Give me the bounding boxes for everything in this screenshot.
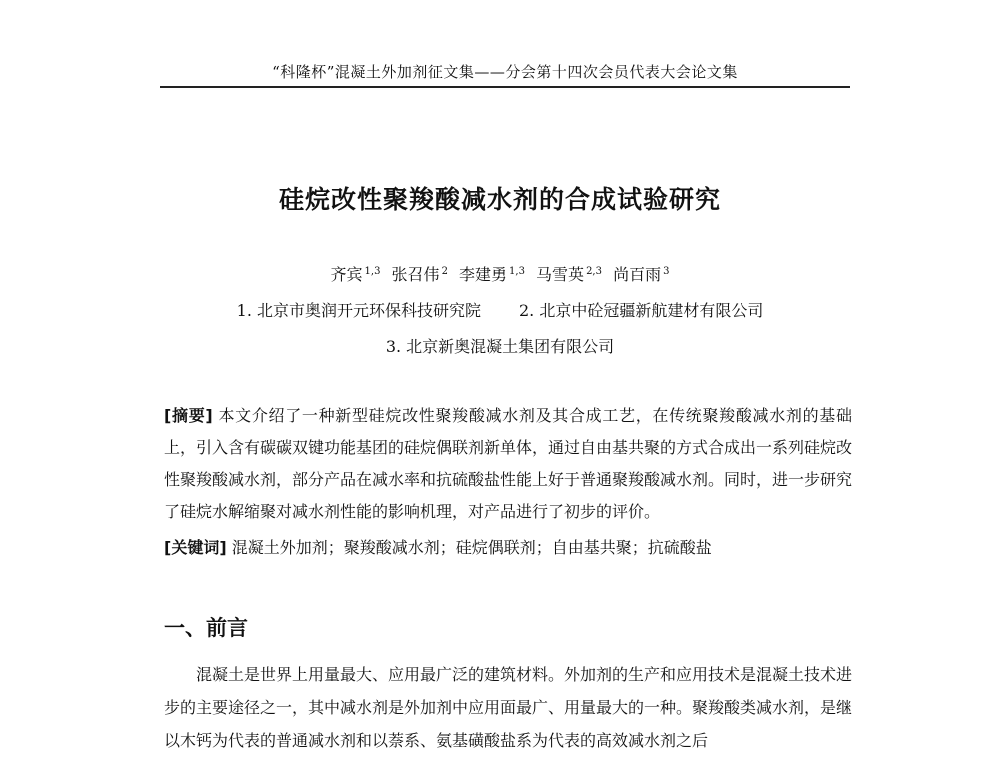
affiliation-3: 3. 北京新奥混凝土集团有限公司 — [385, 337, 615, 356]
author-5: 尚百雨 $^3$ — [613, 265, 670, 284]
author-list — [0, 262, 1000, 285]
author-2: 张召伟 $^2$ — [391, 265, 448, 284]
author-3: 李建勇 $^{1,3}$ — [459, 265, 525, 284]
author-4: 马雪英 $^{2,3}$ — [536, 265, 602, 284]
affiliation-2: 2. 北京中砼冠疆新航建材有限公司 — [519, 301, 764, 320]
section-paragraph: 混凝土是世界上用量最大、应用最广泛的建筑材料。外加剂的生产和应用技术是混凝土技术进步的主要途径之一，其中减水剂是外加剂中应用面最广、用量最大的一种。聚羧酸类减水剂，是继以木钙为代表的普通减水剂和以萘系、氨基磺酸盐系为代表的高效减水剂之后 — [164, 665, 853, 750]
keywords-text: 混凝土外加剂；聚羧酸减水剂；硅烷偶联剂；自由基共聚；抗硫酸盐 — [231, 538, 712, 557]
author-1: 齐宾 $^{1,3}$ — [330, 265, 381, 284]
abstract — [164, 400, 852, 528]
paper-title: 硅烷改性聚羧酸减水剂的合成试验研究 — [278, 185, 721, 214]
header-rule — [160, 86, 850, 88]
keywords-label: [关键词] — [164, 538, 227, 557]
running-header: “科隆杯”混凝土外加剂征文集——分会第十四次会员代表大会论文集 — [272, 63, 738, 81]
section-heading: 一、前言 — [164, 616, 248, 640]
abstract-text: 本文介绍了一种新型硅烷改性聚羧酸减水剂及其合成工艺，在传统聚羧酸减水剂的基础上，引入含有碳碳双键功能基团的硅烷偶联剂新单体，通过自由基共聚的方式合成出一系列硅烷改性聚羧酸减水剂，部分产品在减水率和抗硫酸盐性能上好于普通聚羧酸减水剂。同时，进一步研究了硅烷水解缩聚对减水剂性能的影响机理，对产品进行了初步的评价。 — [164, 406, 853, 521]
affiliation-1: 1. 北京市奥润开元环保科技研究院 — [236, 301, 481, 320]
keywords — [164, 535, 852, 558]
abstract-label: [摘要] — [164, 406, 213, 425]
affiliations-row — [0, 298, 1000, 321]
